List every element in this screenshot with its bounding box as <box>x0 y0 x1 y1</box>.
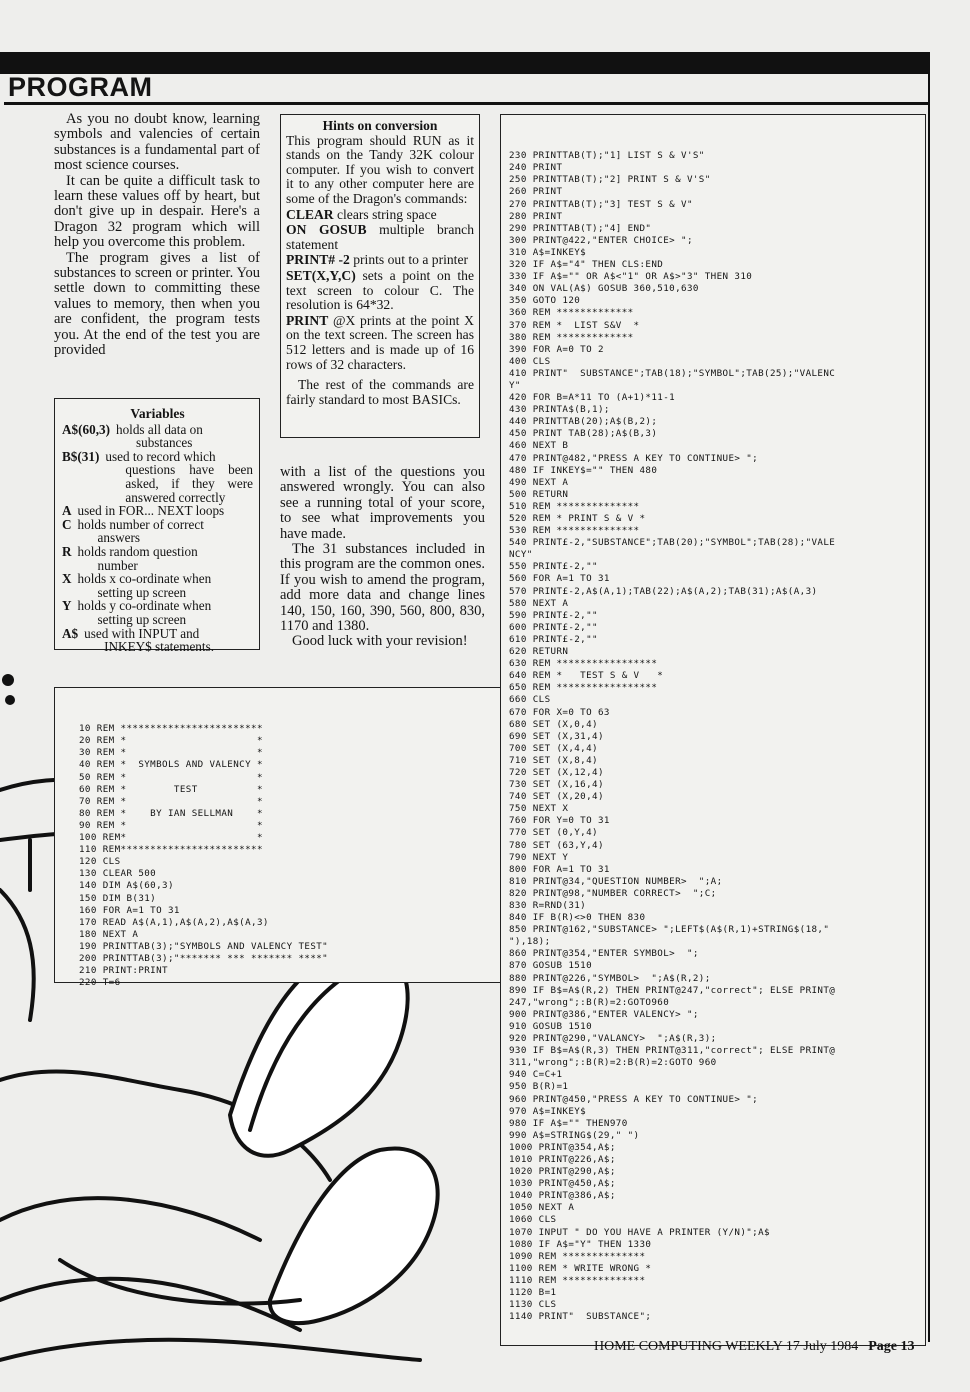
variable-name: X <box>62 571 72 587</box>
code-line: 930 IF B$=A$(R,3) THEN PRINT@311,"correct"; ELSE PRINT@ <box>509 1045 836 1057</box>
code-line: 250 PRINTTAB(T);"2] PRINT S & V'S" <box>509 174 711 186</box>
code-line: 600 PRINT£-2,"" <box>509 621 598 633</box>
code-line: 30 REM * * <box>79 747 263 759</box>
code-line: 660 CLS <box>509 694 551 706</box>
code-line: 960 PRINT@450,"PRESS A KEY TO CONTINUE> "; <box>509 1093 759 1105</box>
variables-title: Variables <box>130 406 185 421</box>
code-line: 790 NEXT Y <box>509 851 569 863</box>
continuation-paragraph: Good luck with your revision! <box>292 633 468 650</box>
code-line: 750 NEXT X <box>509 803 569 815</box>
variable-description <box>116 423 203 450</box>
code-line: 740 SET (X,20,4) <box>509 791 604 803</box>
variables-box <box>54 398 260 655</box>
code-line: 1060 CLS <box>509 1214 557 1226</box>
code-line: 400 CLS <box>509 355 551 367</box>
code-line: 40 REM * SYMBOLS AND VALENCY * <box>79 759 263 771</box>
code-line: 640 REM * TEST S & V * <box>509 670 664 682</box>
code-line: 770 SET (0,Y,4) <box>509 827 598 839</box>
code-line: 650 REM ***************** <box>509 682 658 694</box>
code-line: 780 SET (63,Y,4) <box>509 839 604 851</box>
code-line: 880 PRINT@226,"SYMBOL> ";A$(R,2); <box>509 972 711 984</box>
code-line: 900 PRINT@386,"ENTER VALENCY> "; <box>509 1008 699 1020</box>
code-line: 420 FOR B=A*11 TO (A+1)*11-1 <box>509 392 676 404</box>
code-line: 311,"wrong";:B(R)=2:B(R)=2:GOTO 960 <box>509 1057 717 1069</box>
hints-list <box>286 208 474 373</box>
code-line: 90 REM * * <box>79 819 263 831</box>
hint-entry <box>286 223 474 252</box>
intro-column <box>54 112 260 359</box>
hint-command: CLEAR <box>286 206 334 222</box>
variable-description-continued: INKEY$ statements. <box>104 639 214 655</box>
code-line: 550 PRINT£-2,"" <box>509 561 598 573</box>
code-line: 1040 PRINT@386,A$; <box>509 1190 616 1202</box>
variable-description <box>78 599 212 626</box>
variable-entry <box>62 545 253 572</box>
code-listing-2 <box>500 114 926 1346</box>
code-line: 870 GOSUB 1510 <box>509 960 593 972</box>
code-line: 280 PRINT <box>509 210 563 222</box>
variable-name: B$(31) <box>62 448 100 464</box>
variable-description-continued: questions have been asked, if they were answered correctly <box>125 462 253 505</box>
code-line: 310 A$=INKEY$ <box>509 246 587 258</box>
code-line: 120 CLS <box>79 856 121 868</box>
code-line: 1080 IF A$="Y" THEN 1330 <box>509 1238 652 1250</box>
hint-entry <box>286 269 474 313</box>
code-line: 710 SET (X,8,4) <box>509 754 598 766</box>
code-line: 350 GOTO 120 <box>509 295 581 307</box>
publication-line: HOME COMPUTING WEEKLY 17 July 1984 <box>594 1339 859 1354</box>
code-line: 140 DIM A$(60,3) <box>79 880 174 892</box>
code-line: 470 PRINT@482,"PRESS A KEY TO CONTINUE> "; <box>509 452 759 464</box>
code-line: 590 PRINT£-2,"" <box>509 609 598 621</box>
code-line: 490 NEXT A <box>509 476 569 488</box>
intro-paragraph: As you no doubt know, learning symbols and valencies of certain substances is a fundamental part of most science courses. <box>54 111 260 174</box>
code-line: 530 REM ************** <box>509 525 640 537</box>
variable-description-text: holds random question <box>77 543 198 559</box>
variable-description-text: used in FOR... NEXT loops <box>77 503 225 519</box>
variable-name: A$(60,3) <box>62 421 110 437</box>
code-line: 1100 REM * WRITE WRONG * <box>509 1262 652 1274</box>
code-line: 760 FOR Y=0 TO 31 <box>509 815 610 827</box>
hints-outro: The rest of the commands are fairly standard to most BASICs. <box>286 377 474 407</box>
code-line: 990 A$=STRING$(29," ") <box>509 1129 640 1141</box>
code-line: 1030 PRINT@450,A$; <box>509 1178 616 1190</box>
variable-description-continued: answers <box>97 530 141 546</box>
code-line: 950 B(R)=1 <box>509 1081 569 1093</box>
intro-paragraph: It can be quite a difficult task to learn these values off by heart, but don't give up in despair. Here's a Dragon 32 program which will help you overcome this problem. <box>54 172 260 251</box>
hint-entry <box>286 314 474 372</box>
hint-command: PRINT <box>286 312 329 328</box>
code-line: 1000 PRINT@354,A$; <box>509 1141 616 1153</box>
variable-name: A <box>62 503 72 519</box>
code-line: 330 IF A$="" OR A$<"1" OR A$>"3" THEN 310 <box>509 271 753 283</box>
hints-title: Hints on conversion <box>322 118 438 133</box>
variable-entry <box>62 599 253 626</box>
continuation-paragraph: The 31 substances included in this program are the common ones. If you wish to amend the program, add more data and change lines 140, 150, 160, 390, 560, 800, 830, 1170 and 1380. <box>280 541 485 635</box>
variable-description <box>78 545 198 572</box>
code-line: 830 R=RND(31) <box>509 900 587 911</box>
code-line: 920 PRINT@290,"VALANCY> ";A$(R,3); <box>509 1033 717 1045</box>
variable-description-continued: setting up screen <box>97 584 187 600</box>
code-line: 580 NEXT A <box>509 597 569 609</box>
code-line: 220 T=6 <box>79 977 121 989</box>
code-line: 160 FOR A=1 TO 31 <box>79 904 180 916</box>
code-line: NCY" <box>509 549 533 561</box>
code-line: 560 FOR A=1 TO 31 <box>509 573 610 585</box>
variable-description-text: holds all data on <box>115 421 203 437</box>
variable-description <box>78 504 225 518</box>
variable-description-continued: number <box>97 557 138 573</box>
variable-description <box>84 627 214 654</box>
code-line: 370 REM * LIST S&V * <box>509 319 640 331</box>
code-line: 670 FOR X=0 TO 63 <box>509 706 610 718</box>
hints-box <box>280 114 480 438</box>
code-line: 1110 REM ************** <box>509 1274 646 1286</box>
code-line: 430 PRINTA$(B,1); <box>509 404 610 416</box>
code-line: 130 CLEAR 500 <box>79 868 157 880</box>
code-line: 940 C=C+1 <box>509 1069 563 1081</box>
code-line: 720 SET (X,12,4) <box>509 766 604 778</box>
code-line: 820 PRINT@98,"NUMBER CORRECT> ";C; <box>509 887 717 899</box>
code-line: 170 READ A$(A,1),A$(A,2),A$(A,3) <box>79 916 269 928</box>
code-line: 980 IF A$="" THEN970 <box>509 1117 628 1129</box>
code-line: 390 FOR A=0 TO 2 <box>509 343 604 355</box>
code-line: 50 REM * * <box>79 771 263 783</box>
hint-entry <box>286 208 474 223</box>
variable-description-continued: substances <box>135 435 193 451</box>
code-line: 10 REM ************************ <box>79 723 263 735</box>
code-line: 610 PRINT£-2,"" <box>509 633 598 645</box>
code-line: 860 PRINT@354,"ENTER SYMBOL> "; <box>509 948 699 960</box>
code-line: 1020 PRINT@290,A$; <box>509 1166 616 1178</box>
variable-name: C <box>62 516 72 532</box>
code-line: 1090 REM ************** <box>509 1250 646 1262</box>
code-line: 410 PRINT" SUBSTANCE";TAB(18);"SYMBOL";TAB(25);"VALENC <box>509 367 836 379</box>
code-line: 630 REM ***************** <box>509 658 658 670</box>
variable-description-text: holds x co-ordinate when <box>77 571 212 587</box>
section-title: PROGRAM <box>8 72 153 102</box>
variable-entry <box>62 518 253 545</box>
hint-description: multiple branch statement <box>286 222 474 252</box>
code-line: 70 REM * * <box>79 795 263 807</box>
variable-entry <box>62 504 253 518</box>
code-line: 190 PRINTTAB(3);"SYMBOLS AND VALENCY TEST" <box>79 940 329 952</box>
code-line: 180 NEXT A <box>79 928 139 940</box>
code-line: 730 SET (X,16,4) <box>509 779 604 791</box>
continuation-column <box>280 465 485 650</box>
code-line: 320 IF A$="4" THEN CLS:END <box>509 259 664 271</box>
code-listing-1 <box>54 687 510 989</box>
hint-entry <box>286 253 474 268</box>
variable-entry <box>62 450 253 504</box>
page-number: Page 13 <box>868 1339 915 1354</box>
code-line: 1130 CLS <box>509 1299 557 1311</box>
hint-description: sets a point on the text screen to colour C. The resolution is 64*32. <box>286 267 474 313</box>
code-line: 290 PRINTTAB(T);"4] END" <box>509 222 652 234</box>
code-line: 300 PRINT@422,"ENTER CHOICE> "; <box>509 234 693 246</box>
code-line: 1050 NEXT A <box>509 1202 575 1214</box>
code-line: 1010 PRINT@226,A$; <box>509 1153 616 1165</box>
variable-entry <box>62 423 253 450</box>
code-line: 60 REM * TEST * <box>79 783 263 795</box>
continuation-paragraph: with a list of the questions you answered wrongly. You can also see a running total of your score, to see what improvements you have made. <box>280 464 485 542</box>
code-line: 80 REM * BY IAN SELLMAN * <box>79 807 263 819</box>
hint-command: PRINT# -2 <box>286 252 350 268</box>
code-line: 247,"wrong";:B(R)=2:GOTO960 <box>509 996 670 1008</box>
code-line: 200 PRINTTAB(3);"******* *** ******* ****" <box>79 952 329 964</box>
code-line: 340 ON VAL(A$) GOSUB 360,510,630 <box>509 283 699 295</box>
right-margin-rule <box>928 52 930 1342</box>
code-line: 890 IF B$=A$(R,2) THEN PRINT@247,"correct"; ELSE PRINT@ <box>509 984 836 996</box>
code-line: 810 PRINT@34,"QUESTION NUMBER> ";A; <box>509 875 723 887</box>
code-line: 450 PRINT TAB(28);A$(B,3) <box>509 428 658 440</box>
code-line: 1120 B=1 <box>509 1287 557 1298</box>
variable-description-text: holds number of correct <box>77 516 204 532</box>
code-line: 230 PRINTTAB(T);"1] LIST S & V'S" <box>509 150 705 162</box>
code-line: 270 PRINTTAB(T);"3] TEST S & V" <box>509 198 693 210</box>
code-line: 260 PRINT <box>509 186 563 198</box>
intro-paragraph: The program gives a list of substances to screen or printer. You settle down to committing these values to memory, then when you are confident, the program tests you. At the end of the test you are provided <box>54 249 260 359</box>
hint-command: SET(X,Y,C) <box>286 267 356 283</box>
code-line: 840 IF B(R)<>0 THEN 830 <box>509 912 646 924</box>
variables-list <box>62 423 253 654</box>
variable-description-continued: setting up screen <box>97 611 187 627</box>
variable-entry <box>62 627 253 654</box>
code-line: 800 FOR A=1 TO 31 <box>509 863 610 875</box>
code-line: 1070 INPUT " DO YOU HAVE A PRINTER (Y/N)";A$ <box>509 1226 770 1238</box>
code-line: 690 SET (X,31,4) <box>509 730 604 742</box>
code-line: 460 NEXT B <box>509 440 569 452</box>
variable-entry <box>62 572 253 599</box>
code-line: 360 REM ************* <box>509 307 634 319</box>
hint-command: ON GOSUB <box>286 222 367 238</box>
code-line: 910 GOSUB 1510 <box>509 1020 593 1032</box>
code-line: 540 PRINT£-2,"SUBSTANCE";TAB(20);"SYMBOL";TAB(28);"VALE <box>509 537 836 549</box>
code-line: 500 RETURN <box>509 488 569 500</box>
code-line: 480 IF INKEY$="" THEN 480 <box>509 464 658 476</box>
code-line: 150 DIM B(31) <box>79 892 157 904</box>
code-line: 110 REM************************ <box>79 844 263 856</box>
code-line: 700 SET (X,4,4) <box>509 742 598 754</box>
code-line: 1140 PRINT" SUBSTANCE"; <box>509 1311 652 1323</box>
code-line: 850 PRINT@162,"SUBSTANCE> ";LEFT$(A$(R,1)+STRING$(18," <box>509 924 830 936</box>
variable-name: A$ <box>62 625 79 641</box>
hint-description: @X prints at the point X on the text screen. The screen has 512 letters and is made up of 16 rows of 32 characters. <box>286 312 474 372</box>
code-line: 970 A$=INKEY$ <box>509 1105 587 1117</box>
variable-description-text: used with INPUT and <box>84 625 200 641</box>
code-line: 20 REM * * <box>79 735 263 747</box>
hint-description: prints out to a printer <box>353 252 469 268</box>
code-line: 620 RETURN <box>509 646 569 658</box>
header-black-bar <box>0 52 930 74</box>
code-line: 100 REM* * <box>79 832 263 844</box>
section-header <box>4 72 930 105</box>
hints-intro: This program should RUN as it stands on the Tandy 32K colour computer. If you wish to convert it to any other computer here are some of the Dragon's commands: <box>286 132 474 206</box>
variable-name: Y <box>62 598 72 614</box>
code-line: "),18); <box>509 936 551 948</box>
code-line: 680 SET (X,0,4) <box>509 718 598 730</box>
code-line: 520 REM * PRINT S & V * <box>509 513 646 524</box>
variable-description-text: used to record which <box>105 448 216 464</box>
variable-name: R <box>62 543 72 559</box>
code-line: 240 PRINT <box>509 162 563 174</box>
variable-description <box>105 450 253 504</box>
code-line: 440 PRINTTAB(20);A$(B,2); <box>509 416 658 428</box>
code-line: 380 REM ************* <box>509 331 634 343</box>
code-line: 210 PRINT:PRINT <box>79 965 168 977</box>
code-line: 570 PRINT£-2,A$(A,1);TAB(22);A$(A,2);TAB(31);A$(A,3) <box>509 585 818 597</box>
page-footer <box>594 1339 914 1355</box>
variable-description <box>78 518 204 545</box>
code-line: 510 REM ************** <box>509 500 640 512</box>
code-line: Y" <box>509 379 521 391</box>
variable-description <box>78 572 212 599</box>
hint-description: clears string space <box>337 206 437 222</box>
variable-description-text: holds y co-ordinate when <box>77 598 212 614</box>
